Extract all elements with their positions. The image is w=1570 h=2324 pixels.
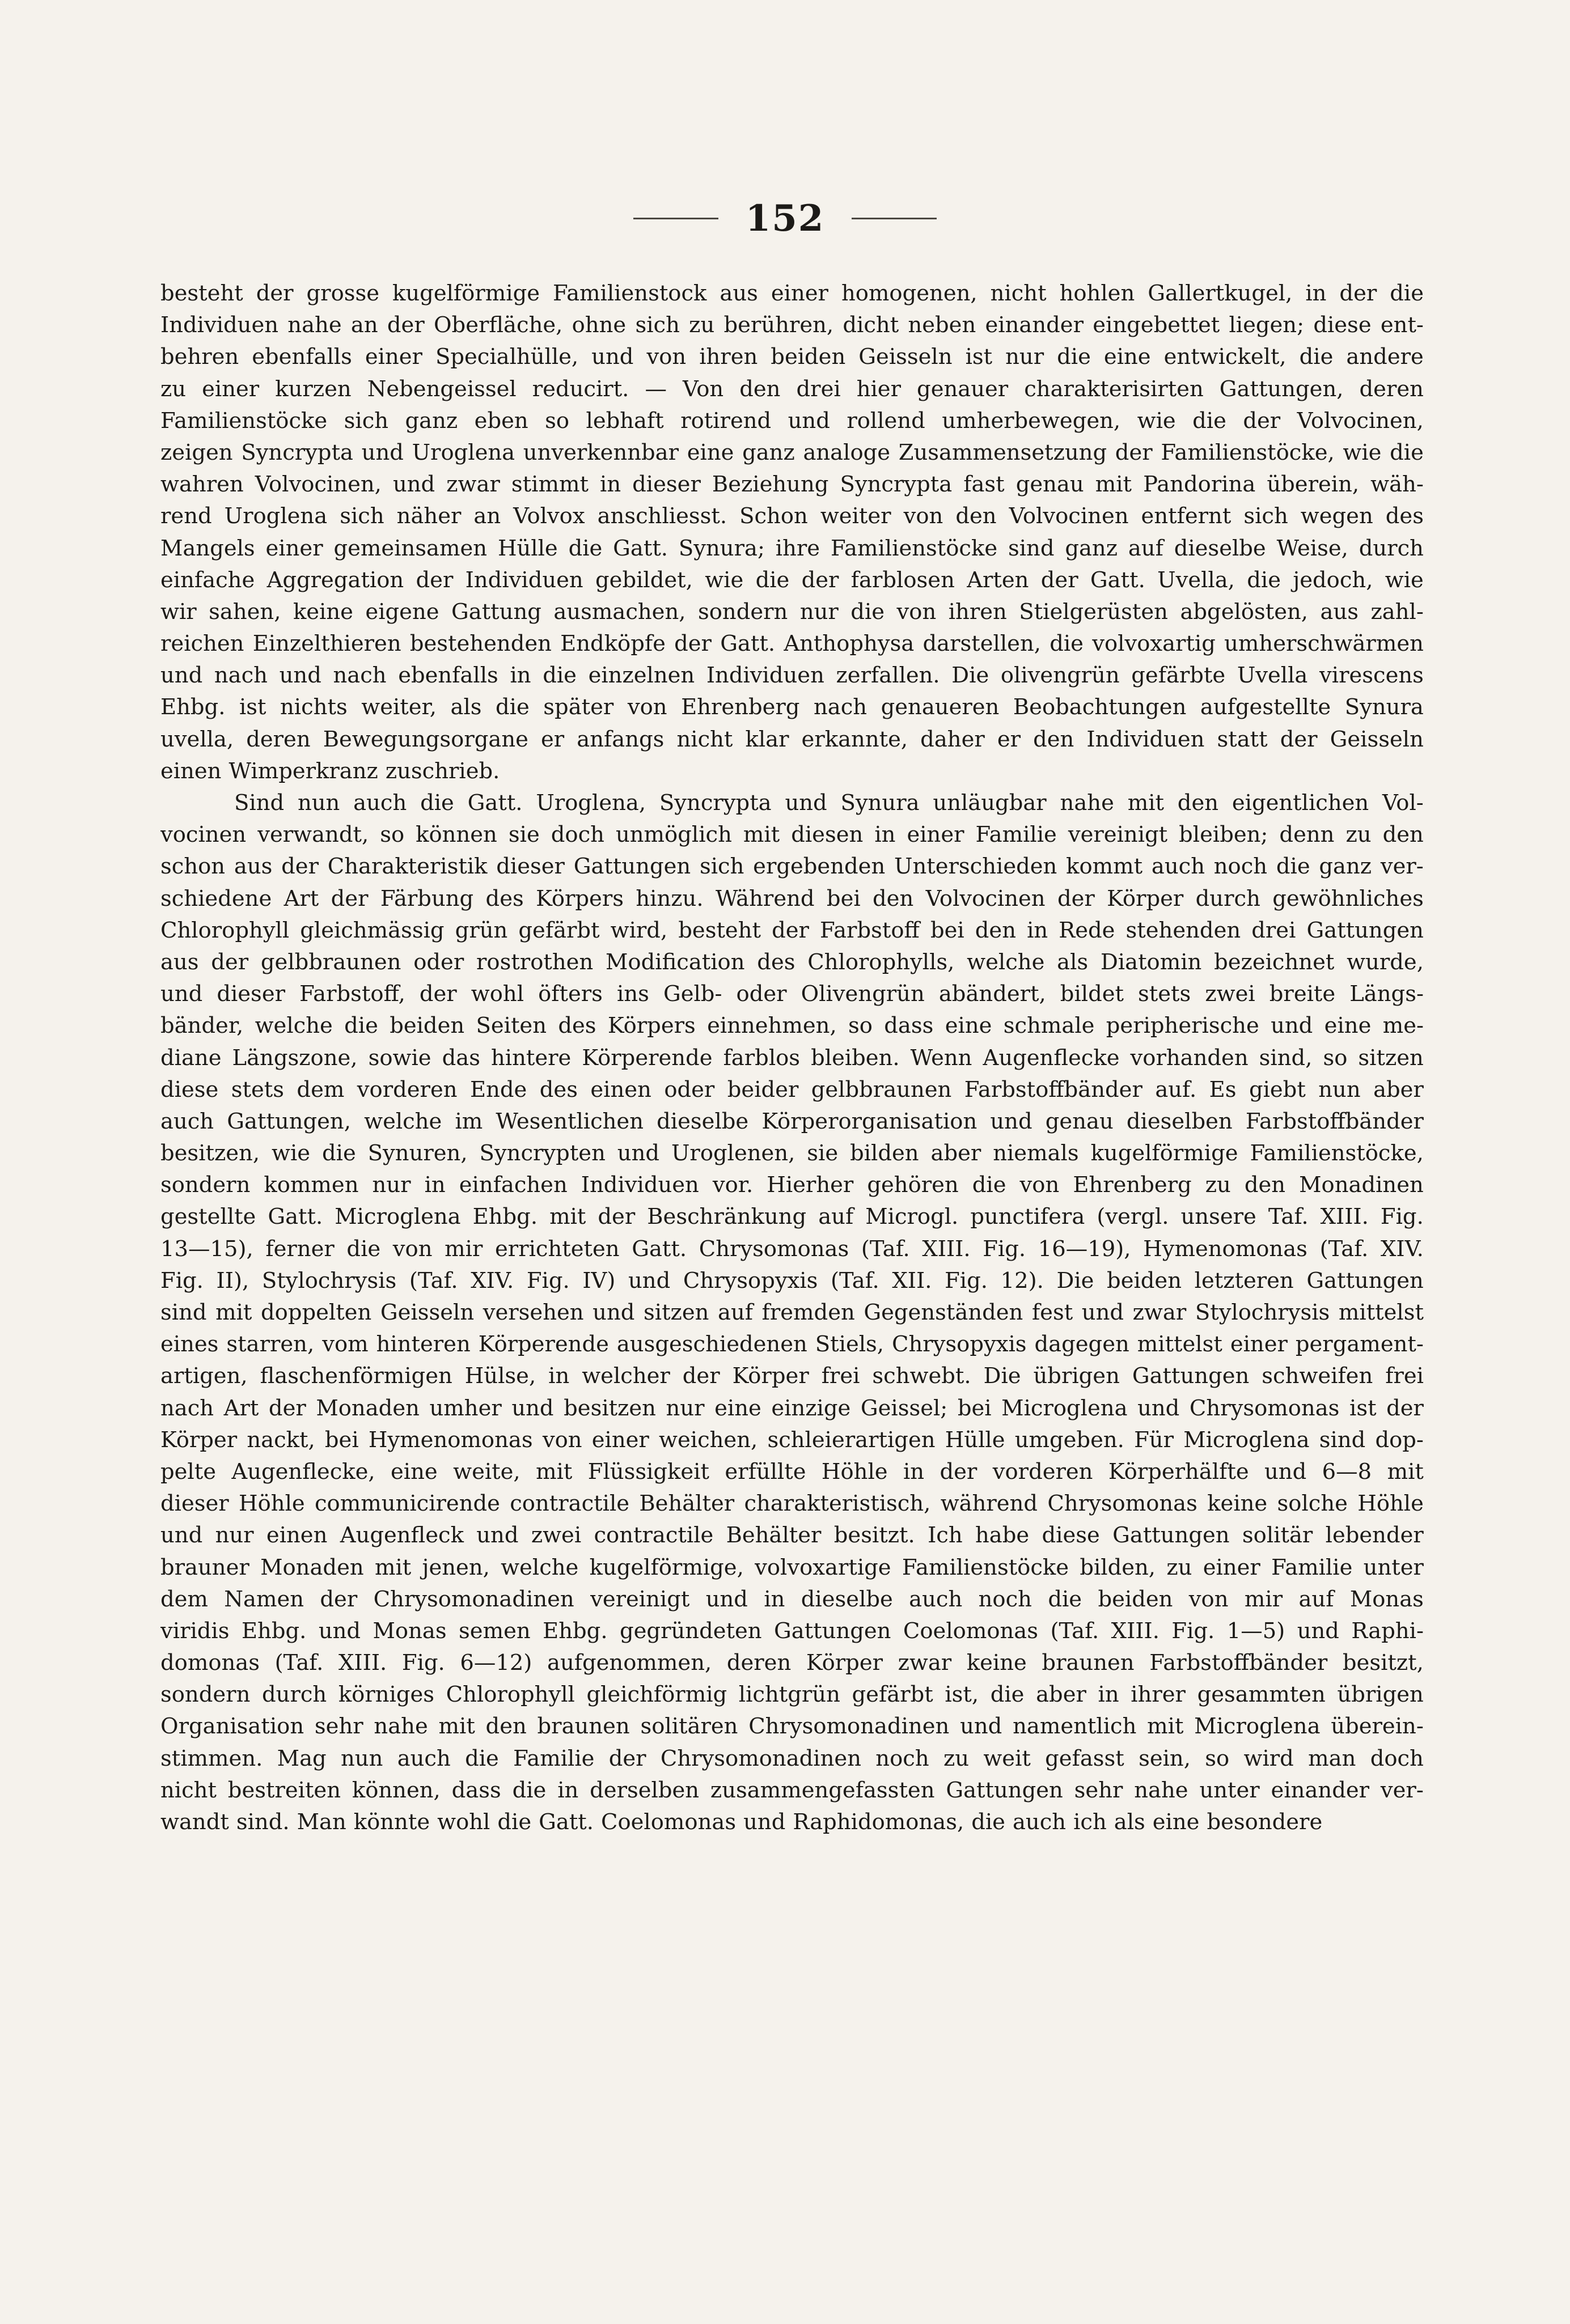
text-line: auch Gattungen, welche im Wesentlichen dieselbe Körperorganisation und genau dieselben Farbstoffbänder bbox=[160, 1108, 1424, 1134]
text-line: sind mit doppelten Geisseln versehen und sitzen auf fremden Gegenständen fest und zwar Stylochrysis mittelst bbox=[160, 1300, 1424, 1325]
text-line: viridis Ehbg. und Monas semen Ehbg. gegründeten Gattungen Coelomonas (Taf. XIII. Fig. 1—5) und Raphi- bbox=[160, 1618, 1424, 1644]
text-line: nach Art der Monaden umher und besitzen nur eine einzige Geissel; bei Microglena und Chrysomonas ist der bbox=[160, 1395, 1424, 1421]
body-text bbox=[160, 278, 1424, 1838]
text-line: wandt sind. Man könnte wohl die Gatt. Coelomonas und Raphidomonas, die auch ich als eine besondere bbox=[160, 1809, 1323, 1835]
text-line: Familienstöcke sich ganz eben so lebhaft rotirend und rollend umherbewegen, wie die der Volvocinen, bbox=[160, 408, 1424, 434]
text-line: wahren Volvocinen, und zwar stimmt in dieser Beziehung Syncrypta fast genau mit Pandorina überein, wäh- bbox=[160, 472, 1424, 498]
text-line: rend Uroglena sich näher an Volvox anschliesst. Schon weiter von den Volvocinen entfernt sich wegen des bbox=[160, 503, 1424, 529]
text-line: domonas (Taf. XIII. Fig. 6—12) aufgenommen, deren Körper zwar keine braunen Farbstoffbänder besitzt, bbox=[160, 1650, 1424, 1676]
text-line: vocinen verwandt, so können sie doch unmöglich mit diesen in einer Familie vereinigt bleiben; denn zu den bbox=[160, 822, 1424, 848]
text-line: pelte Augenflecke, eine weite, mit Flüssigkeit erfüllte Höhle in der vorderen Körperhälfte und 6—8 mit bbox=[160, 1458, 1424, 1485]
text-line: uvella, deren Bewegungsorgane er anfangs nicht klar erkannte, daher er den Individuen statt der Geisseln bbox=[160, 726, 1424, 752]
header-rule-right bbox=[852, 218, 937, 219]
text-line: besteht der grosse kugelförmige Familienstock aus einer homogenen, nicht hohlen Gallertkugel, in der die bbox=[160, 281, 1424, 306]
text-line: schon aus der Charakteristik dieser Gattungen sich ergebenden Unterschieden kommt auch noch die ganz ver- bbox=[160, 854, 1424, 880]
text-line: und nur einen Augenfleck und zwei contractile Behälter besitzt. Ich habe diese Gattungen solitär lebender bbox=[160, 1523, 1424, 1549]
paragraph bbox=[160, 278, 1424, 787]
text-line: artigen, flaschenförmigen Hülse, in welcher der Körper frei schwebt. Die übrigen Gattungen schweifen frei bbox=[160, 1363, 1424, 1389]
paragraph bbox=[160, 787, 1424, 1838]
text-line: einen Wimperkranz zuschrieb. bbox=[160, 758, 500, 784]
text-line: dieser Höhle communicirende contractile Behälter charakteristisch, während Chrysomonas keine solche Höhle bbox=[160, 1491, 1424, 1517]
text-line: Chlorophyll gleichmässig grün gefärbt wird, besteht der Farbstoff bei den in Rede stehenden drei Gattungen bbox=[160, 917, 1424, 943]
text-line: und dieser Farbstoff, der wohl öfters ins Gelb- oder Olivengrün abändert, bildet stets zwei breite Längs- bbox=[160, 981, 1424, 1007]
text-line: stimmen. Mag nun auch die Familie der Chrysomonadinen noch zu weit gefasst sein, so wird man doch bbox=[160, 1745, 1424, 1771]
text-line: gestellte Gatt. Microglena Ehbg. mit der Beschränkung auf Microgl. punctifera (vergl. unsere Taf. XIII. Fig. bbox=[160, 1204, 1424, 1230]
text-line: einfache Aggregation der Individuen gebildet, wie die der farblosen Arten der Gatt. Uvella, die jedoch, wie bbox=[160, 567, 1424, 593]
text-line: sondern durch körniges Chlorophyll gleichförmig lichtgrün gefärbt ist, die aber in ihrer gesammten übrigen bbox=[160, 1682, 1424, 1708]
text-line: wir sahen, keine eigene Gattung ausmachen, sondern nur die von ihren Stielgerüsten abgelösten, aus zahl- bbox=[160, 599, 1424, 625]
text-line: Sind nun auch die Gatt. Uroglena, Syncrypta und Synura unläugbar nahe mit den eigentlichen Vol- bbox=[234, 790, 1424, 816]
text-line: brauner Monaden mit jenen, welche kugelförmige, volvoxartige Familienstöcke bilden, zu einer Familie unter bbox=[160, 1554, 1424, 1580]
text-line: Ehbg. ist nichts weiter, als die später von Ehrenberg nach genaueren Beobachtungen aufgestellte Synura bbox=[160, 694, 1424, 720]
text-line: Körper nackt, bei Hymenomonas von einer weichen, schleierartigen Hülle umgeben. Für Microglena sind dop- bbox=[160, 1427, 1424, 1453]
text-line: Individuen nahe an der Oberfläche, ohne sich zu berühren, dicht neben einander eingebettet liegen; diese ent- bbox=[160, 312, 1424, 338]
header-rule-left bbox=[633, 218, 718, 219]
text-line: diane Längszone, sowie das hintere Körperende farblos bleiben. Wenn Augenflecke vorhanden sind, so sitzen bbox=[160, 1045, 1424, 1071]
text-line: aus der gelbbraunen oder rostrothen Modification des Chlorophylls, welche als Diatomin bezeichnet wurde, bbox=[160, 949, 1424, 975]
text-line: zeigen Syncrypta und Uroglena unverkennbar eine ganz analoge Zusammensetzung der Familienstöcke, wie die bbox=[160, 439, 1424, 465]
text-line: Organisation sehr nahe mit den braunen solitären Chrysomonadinen und namentlich mit Microglena überein- bbox=[160, 1714, 1424, 1740]
text-line: sondern kommen nur in einfachen Individuen vor. Hierher gehören die von Ehrenberg zu den Monadinen bbox=[160, 1172, 1424, 1198]
text-line: und nach und nach ebenfalls in die einzelnen Individuen zerfallen. Die olivengrün gefärbte Uvella virescens bbox=[160, 663, 1424, 689]
text-line: eines starren, vom hinteren Körperende ausgeschiedenen Stiels, Chrysopyxis dagegen mittelst einer pergament- bbox=[160, 1331, 1424, 1358]
page-number: 152 bbox=[745, 197, 825, 240]
text-line: nicht bestreiten können, dass die in derselben zusammengefassten Gattungen sehr nahe unter einander ver- bbox=[160, 1777, 1424, 1803]
text-line: reichen Einzelthieren bestehenden Endköpfe der Gatt. Anthophysa darstellen, die volvoxartig umherschwärmen bbox=[160, 631, 1424, 657]
text-line: diese stets dem vorderen Ende des einen oder beider gelbbraunen Farbstoffbänder auf. Es giebt nun aber bbox=[160, 1076, 1424, 1102]
page-header bbox=[0, 193, 1570, 244]
text-line: bänder, welche die beiden Seiten des Körpers einnehmen, so dass eine schmale peripherische und eine me- bbox=[160, 1013, 1424, 1039]
text-line: dem Namen der Chrysomonadinen vereinigt und in dieselbe auch noch die beiden von mir auf Monas bbox=[160, 1586, 1424, 1612]
text-line: 13—15), ferner die von mir errichteten Gatt. Chrysomonas (Taf. XIII. Fig. 16—19), Hymenomonas (Taf. XIV. bbox=[160, 1236, 1424, 1262]
text-line: Fig. II), Stylochrysis (Taf. XIV. Fig. IV) und Chrysopyxis (Taf. XII. Fig. 12). Die beiden letzteren Gattungen bbox=[160, 1267, 1424, 1294]
text-line: zu einer kurzen Nebengeissel reducirt. — Von den drei hier genauer charakterisirten Gattungen, deren bbox=[160, 376, 1424, 402]
text-line: schiedene Art der Färbung des Körpers hinzu. Während bei den Volvocinen der Körper durch gewöhnliches bbox=[160, 885, 1424, 911]
text-line: Mangels einer gemeinsamen Hülle die Gatt. Synura; ihre Familienstöcke sind ganz auf dieselbe Weise, durch bbox=[160, 535, 1424, 561]
text-line: behren ebenfalls einer Specialhülle, und von ihren beiden Geisseln ist nur die eine entwickelt, die andere bbox=[160, 344, 1424, 370]
text-line: besitzen, wie die Synuren, Syncrypten und Uroglenen, sie bilden aber niemals kugelförmige Familienstöcke, bbox=[160, 1140, 1424, 1167]
